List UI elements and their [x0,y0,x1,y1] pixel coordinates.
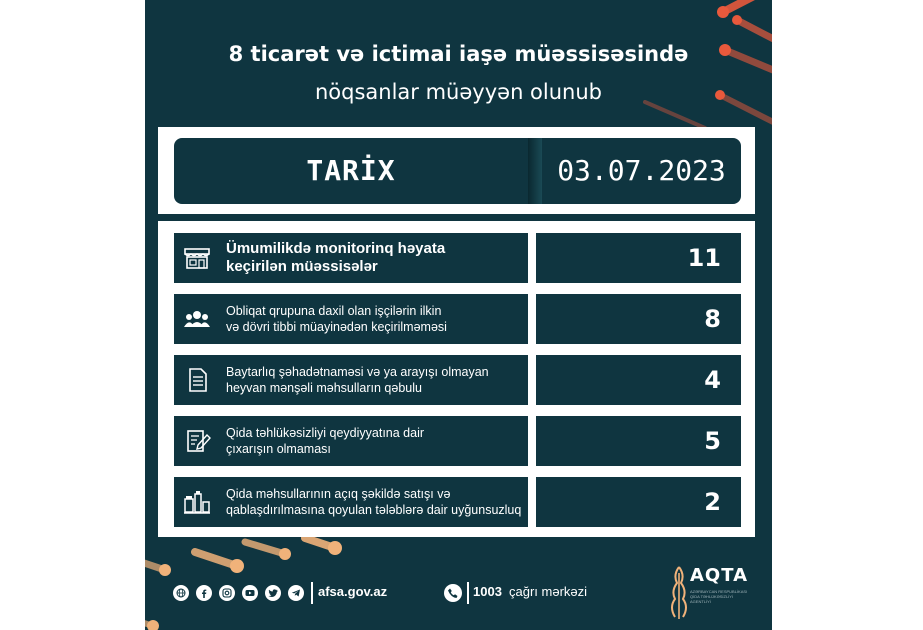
stats-panel [158,221,755,537]
stat-row-label-box [174,233,528,283]
stat-row-packaging [174,477,741,527]
stat-row-monitored [174,233,741,283]
stat-value: 11 [687,244,721,272]
stat-row-label-box [174,416,528,466]
stat-row-value-box [536,355,741,405]
phone-icon [444,584,462,602]
stat-value: 5 [704,427,721,455]
stat-row-medical-exam [174,294,741,344]
stat-row-label: Qida təhlükəsizliyi qeydiyyatına dair çıxarışın olmaması [226,426,425,456]
facebook-icon[interactable] [196,585,212,601]
date-divider [528,138,542,204]
document-icon [182,365,212,395]
wheat-emblem-icon [668,563,690,621]
stat-row-value-box [536,477,741,527]
stat-row-label: Ümumilikdə monitorinq həyata keçirilən müəssisələr [226,240,446,275]
globe-icon[interactable] [173,585,189,601]
instagram-icon[interactable] [219,585,235,601]
page-title: 8 ticarət və ictimai iaşə müəssisəsində [228,42,689,66]
page-subtitle: nöqsanlar müəyyən olunub [314,80,602,104]
stat-row-veterinary [174,355,741,405]
infographic-poster [145,0,772,630]
food-products-icon [182,487,212,517]
stat-row-label: Obliqat qrupuna daxil olan işçilərin ilkin və dövri tibbi müayinədən keçirilməməsi [226,304,447,334]
logo-name: AQTA [690,565,749,586]
stat-value: 8 [704,305,721,333]
website-link[interactable]: afsa.gov.az [318,584,388,599]
store-icon [182,243,212,273]
footer-divider [311,582,313,604]
stat-row-label-box [174,355,528,405]
stat-row-label-box [174,294,528,344]
stat-row-value-box [536,416,741,466]
stat-row-label: Baytarlıq şəhadətnaməsi və ya arayışı olmayan heyvan mənşəli məhsulların qəbulu [226,365,489,395]
youtube-icon[interactable] [242,585,258,601]
people-group-icon [182,304,212,334]
hotline-number[interactable]: 1003 [473,584,502,599]
stat-value: 2 [704,488,721,516]
date-label: TARİX [306,154,396,187]
date-box [174,138,741,204]
stat-row-value-box [536,294,741,344]
logo-subtitle: AZƏRBAYCAN RESPUBLİKASI QİDA TƏHLÜKƏSİZLİYİ AGENTLİYİ [690,589,748,604]
date-panel [158,127,755,214]
stat-row-label-box [174,477,528,527]
date-value: 03.07.2023 [557,154,726,187]
stat-row-label: Qida məhsullarının açıq şəkildə satışı və qablaşdırılmasına qoyulan tələblərə dair uyğunsuzluq [226,487,522,517]
document-edit-icon [182,426,212,456]
aqta-logo [668,563,748,623]
decorative-streaks-top [145,0,772,140]
telegram-icon[interactable] [288,585,304,601]
footer-divider [467,582,469,604]
stat-row-value-box [536,233,741,283]
stat-row-food-safety [174,416,741,466]
twitter-icon[interactable] [265,585,281,601]
hotline-label: çağrı mərkəzi [509,584,588,599]
stat-value: 4 [704,366,721,394]
